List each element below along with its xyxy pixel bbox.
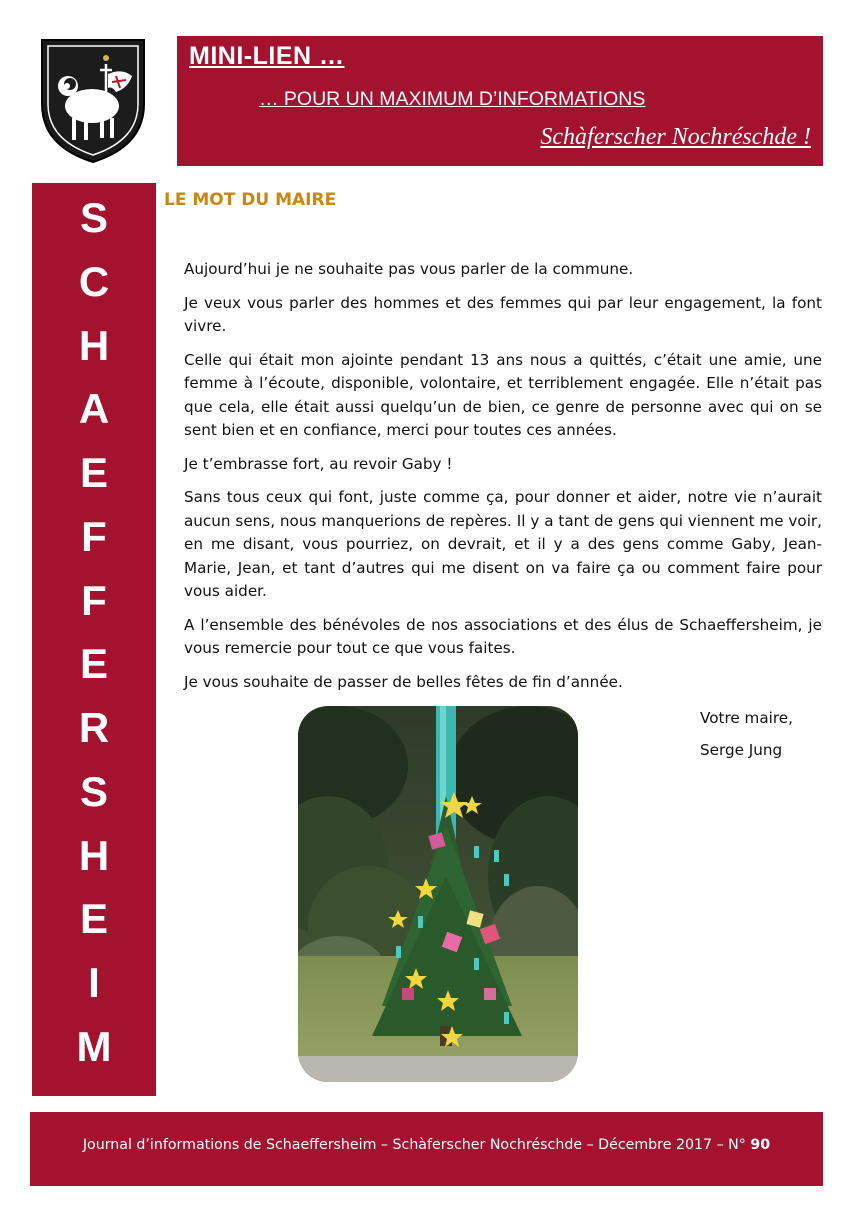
article-paragraph: Celle qui était mon ajointe pendant 13 ans nous a quittés, c’était une amie, une femme à l’écoute, disponible, volontaire, et terriblement engagée. Elle n’était pas que cela, elle était aussi quelqu’un de bien, ce genre de personne avec qui on se sent bien et en confiance, merci pour toutes ces années. [184, 350, 822, 439]
sidebar-letter: H [78, 831, 110, 879]
article-body [184, 258, 822, 704]
section-title: LE MOT DU MAIRE [164, 190, 337, 210]
village-name-sidebar [32, 183, 156, 1096]
sidebar-letter: E [79, 449, 108, 497]
article-paragraph: Je vous souhaite de passer de belles fêtes de fin d’année. [184, 672, 623, 691]
sidebar-letter: S [79, 194, 108, 241]
sidebar-letter: E [79, 640, 108, 688]
christmas-tree-photo [298, 706, 578, 1082]
signature-block [700, 702, 793, 766]
article-paragraph: Je t’embrasse fort, au revoir Gaby ! [184, 454, 453, 473]
sidebar-letter: A [78, 385, 110, 433]
sidebar-letter: F [81, 512, 107, 560]
sidebar-letter: S [79, 767, 108, 815]
sidebar-letter: E [79, 895, 108, 943]
article-paragraph: A l’ensemble des bénévoles de nos associations et des élus de Schaeffersheim, je vous remercie pour tout ce que vous faites. [184, 615, 822, 657]
header-banner [177, 36, 823, 166]
coat-of-arms-icon [32, 34, 152, 166]
sidebar-letter: I [88, 959, 100, 1007]
article-paragraph: Je veux vous parler des hommes et des femmes qui par leur engagement, la font vivre. [184, 293, 822, 335]
publication-motto: Schàferscher Nochréschde ! [540, 124, 811, 150]
article-paragraph: Aujourd’hui je ne souhaite pas vous parler de la commune. [184, 260, 634, 278]
footer-journal-info: Journal d’informations de Schaeffersheim – Schàferscher Nochréschde – Décembre 2017 – N° [82, 1137, 746, 1153]
article-paragraph: Sans tous ceux qui font, juste comme ça, pour donner et aider, notre vie n’aurait aucun sens, nous manquerions de repères. Il y a tant de gens qui viennent me voir, en me disant, vous pourriez, on devrait, et il y a des gens comme Gaby, Jean-Marie, Jean, et tant d’autres qui me disent on va faire ça ou comment faire pour vous aider. [184, 488, 822, 600]
sidebar-letter: C [78, 257, 110, 305]
issue-number: 90 [750, 1137, 771, 1153]
footer-text [30, 1137, 823, 1153]
publication-subtitle: … POUR UN MAXIMUM D’INFORMATIONS [259, 88, 646, 110]
signature-name: Serge Jung [700, 741, 783, 759]
footer-banner [30, 1112, 823, 1186]
sidebar-letter: R [78, 704, 110, 752]
sidebar-letter: M [76, 1022, 112, 1070]
sidebar-letter: H [78, 321, 110, 369]
sidebar-letter: F [81, 576, 107, 624]
signature-salutation: Votre maire, [700, 709, 793, 727]
publication-title: MINI-LIEN … [189, 42, 345, 70]
